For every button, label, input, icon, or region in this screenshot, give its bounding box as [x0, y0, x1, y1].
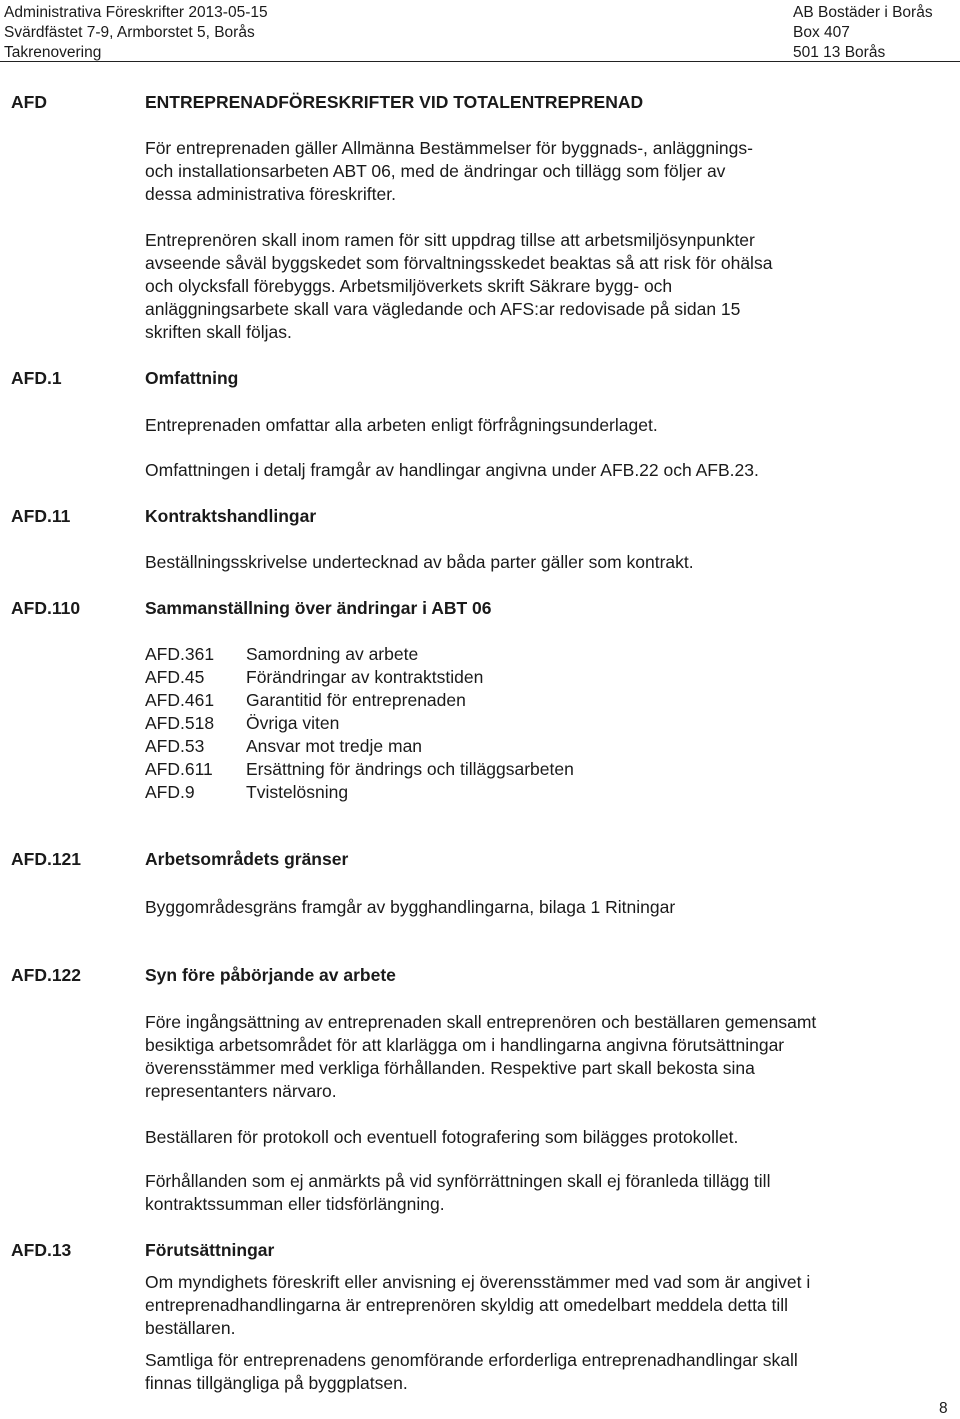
paragraph-line: Samtliga för entreprenadens genomförande erforderliga entreprenadhandlingar skall: [145, 1350, 798, 1370]
paragraph-line: och olycksfall förebyggs. Arbetsmiljöverkets skrift Säkrare bygg- och: [145, 276, 673, 296]
section-title-afd: ENTREPRENADFÖRESKRIFTER VID TOTALENTREPRENAD: [145, 92, 644, 112]
paragraph-line: avseende såväl byggskedet som förvaltningsskedet beaktas så att risk för ohälsa: [145, 253, 773, 273]
project-name: Takrenovering: [4, 44, 102, 61]
section-code-afd121: AFD.121: [11, 849, 82, 869]
paragraph-line: Beställaren för protokoll och eventuell fotografering som bilägges protokollet.: [145, 1127, 739, 1147]
paragraph-line: besiktiga arbetsområdet för att klarlägga om i handlingarna angivna förutsättningar: [145, 1035, 785, 1055]
list-item-text: Ersättning för ändrings och tilläggsarbeten: [246, 759, 574, 779]
paragraph-line: skriften skall följas.: [145, 322, 292, 342]
paragraph-line: och installationsarbeten ABT 06, med de ändringar och tillägg som följer av: [145, 161, 726, 181]
section-code-afd122: AFD.122: [11, 965, 82, 985]
section-title-afd11: Kontraktshandlingar: [145, 506, 317, 526]
list-item-text: Övriga viten: [246, 713, 340, 733]
paragraph-line: Förhållanden som ej anmärkts på vid synförrättningen skall ej föranleda tillägg till: [145, 1171, 771, 1191]
section-title-afd110: Sammanställning över ändringar i ABT 06: [145, 598, 492, 618]
list-item-code: AFD.611: [145, 759, 213, 779]
list-item-text: Garantitid för entreprenaden: [246, 690, 466, 710]
list-item-text: Samordning av arbete: [246, 644, 419, 664]
section-title-afd13: Förutsättningar: [145, 1240, 275, 1260]
paragraph-line: Byggområdesgräns framgår av bygghandlingarna, bilaga 1 Ritningar: [145, 897, 676, 917]
list-item-code: AFD.461: [145, 690, 215, 710]
list-item-code: AFD.53: [145, 736, 205, 756]
section-code-afd: AFD: [11, 92, 47, 112]
list-item-code: AFD.361: [145, 644, 215, 664]
section-code-afd110: AFD.110: [11, 598, 81, 618]
section-title-afd1: Omfattning: [145, 368, 239, 388]
client-box: Box 407: [793, 24, 850, 41]
section-code-afd1: AFD.1: [11, 368, 62, 388]
paragraph-line: Entreprenaden omfattar alla arbeten enligt förfrågningsunderlaget.: [145, 415, 658, 435]
paragraph-line: Beställningsskrivelse undertecknad av båda parter gäller som kontrakt.: [145, 552, 694, 572]
list-item-text: Förändringar av kontraktstiden: [246, 667, 484, 687]
section-code-afd11: AFD.11: [11, 506, 71, 526]
page-number: 8: [939, 1400, 948, 1417]
section-title-afd122: Syn före påbörjande av arbete: [145, 965, 396, 985]
paragraph-line: dessa administrativa föreskrifter.: [145, 184, 396, 204]
list-item-text: Ansvar mot tredje man: [246, 736, 423, 756]
property-address: Svärdfästet 7-9, Armborstet 5, Borås: [4, 24, 255, 41]
paragraph-line: Om myndighets föreskrift eller anvisning ej överensstämmer med vad som är angivet i: [145, 1272, 811, 1292]
list-item-code: AFD.518: [145, 713, 215, 733]
section-title-afd121: Arbetsområdets gränser: [145, 849, 349, 869]
paragraph-line: entreprenadhandlingarna är entreprenören skyldig att omedelbart meddela detta till: [145, 1295, 789, 1315]
paragraph-line: överensstämmer med verkliga förhållanden. Respektive part skall bekosta sina: [145, 1058, 755, 1078]
list-item-code: AFD.45: [145, 667, 205, 687]
client-postal: 501 13 Borås: [793, 44, 886, 61]
paragraph-line: beställaren.: [145, 1318, 236, 1338]
document-title: Administrativa Föreskrifter 2013-05-15: [4, 4, 268, 21]
paragraph-line: Före ingångsättning av entreprenaden skall entreprenören och beställaren gemensamt: [145, 1012, 817, 1032]
paragraph-line: representanters närvaro.: [145, 1081, 337, 1101]
list-item-code: AFD.9: [145, 782, 195, 802]
section-code-afd13: AFD.13: [11, 1240, 72, 1260]
paragraph-line: anläggningsarbete skall vara vägledande och AFS:ar redovisade på sidan 15: [145, 299, 741, 319]
paragraph-line: För entreprenaden gäller Allmänna Bestämmelser för byggnads-, anläggnings-: [145, 138, 753, 158]
list-item-text: Tvistelösning: [246, 782, 349, 802]
paragraph-line: Omfattningen i detalj framgår av handlingar angivna under AFB.22 och AFB.23.: [145, 460, 759, 480]
client-name: AB Bostäder i Borås: [793, 4, 933, 21]
paragraph-line: finnas tillgängliga på byggplatsen.: [145, 1373, 408, 1393]
paragraph-line: kontraktssumman eller tidsförlängning.: [145, 1194, 445, 1214]
paragraph-line: Entreprenören skall inom ramen för sitt uppdrag tillse att arbetsmiljösynpunkter: [145, 230, 755, 250]
